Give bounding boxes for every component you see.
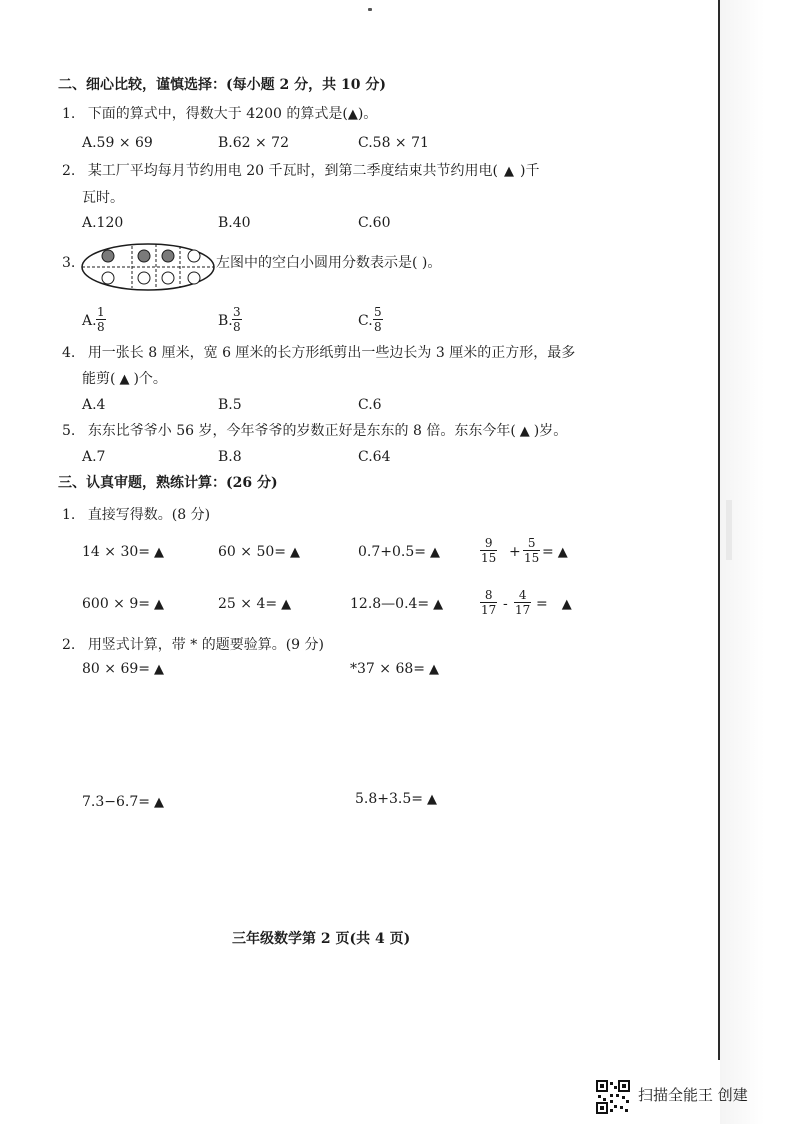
answer-blank[interactable]: ▲ [557,545,568,560]
scan-smudge [726,500,732,560]
answer-blank[interactable]: ▲ [561,597,572,612]
q1-text: 下面的算式中，得数大于 4200 的算式是( [87,106,348,122]
calc-25x4 [218,597,291,611]
q2-text: 某工厂平均每月节约用电 20 千瓦时，到第二季度结束共节约用电( [87,163,498,179]
q3-option-c [358,314,373,328]
frac-num: 3 [233,305,241,319]
calc-expr: 600 × 9= [82,596,150,612]
frac-4-17 [514,589,531,616]
empty-circle [138,272,150,284]
s3-q2-number: 2. [62,637,76,653]
scan-mark [368,8,372,11]
s3-q1-number: 1. [62,507,76,523]
q3-option-b [218,314,233,328]
q2-line [62,164,539,178]
frac-num: 9 [484,536,493,550]
plus-sign: + [509,544,521,560]
q1-number: 1. [62,106,76,122]
answer-blank[interactable]: ▲ [290,545,300,560]
frac-den: 15 [481,551,497,565]
answer-blank[interactable]: ▲ [433,597,444,612]
q4-line [62,346,575,360]
equals-sign: = [536,596,548,612]
q4-number: 4. [62,345,76,361]
frac-num: 4 [518,588,527,602]
page-footer: 三年级数学第 2 页(共 4 页) [232,931,411,947]
calc-expr: 7.3−6.7= [82,794,150,810]
q1-blank[interactable]: ▲ [347,107,358,122]
q5-blank[interactable]: ▲ [519,424,530,439]
calc-expr: 0.7+0.5= [358,544,426,560]
vcalc-5.8+3.5 [355,792,437,806]
minus-sign: - [503,596,508,612]
section2-heading: 二、细心比较，谨慎选择：(每小题 2 分，共 10 分) [58,77,386,93]
s3-q2-text: 用竖式计算，带 * 的题要验算。(9 分) [87,637,324,653]
q1-end: )。 [357,106,378,122]
q5-option-b: B.8 [218,449,242,465]
q5-end: )岁。 [533,423,568,439]
empty-circle [188,250,200,262]
q1-option-b: B.62 × 72 [218,135,289,151]
answer-blank[interactable]: ▲ [429,662,439,677]
q2-line2: 瓦时。 [82,190,124,206]
frac-num: 8 [484,588,493,602]
q3-option-a-prefix: A. [82,313,97,329]
frac-num: 5 [374,305,382,319]
vcalc-7.3-6.7 [82,795,164,809]
q3-text: 左图中的空白小圆用分数表示是( )。 [216,255,442,271]
q3-option-b-prefix: B. [218,313,233,329]
vcalc-80x69 [82,662,164,676]
s3-q1-text: 直接写得数。(8 分) [87,507,211,523]
q2-end: )千 [520,163,540,179]
q3-option-c-prefix: C. [358,313,373,329]
q3-option-b-fraction [232,306,242,333]
shaded-circle [162,250,174,262]
q1-line [62,107,377,121]
vcalc-37x68 [350,662,439,676]
calc-60x50 [218,545,300,559]
calc-expr: 12.8—0.4= [350,596,430,612]
section3-heading: 三、认真审题，熟练计算：(26 分) [58,475,278,491]
calc-expr: 25 × 4= [218,596,278,612]
frac-den: 8 [374,320,382,334]
empty-circle [188,272,200,284]
q5-number: 5. [62,423,76,439]
q1-option-c: C.58 × 71 [358,135,429,151]
q5-option-c: C.64 [358,449,391,465]
calc-12.8-0.4 [350,597,443,611]
q5-line [62,424,567,438]
q2-option-a: A.120 [82,215,124,231]
page-fold-line [718,0,720,1060]
q3-option-a-fraction [96,306,106,333]
shaded-circle [138,250,150,262]
q2-number: 2. [62,163,76,179]
q4-line2-post: )个。 [133,371,167,387]
s3-q2-line [62,638,324,652]
q3-circle-diagram [80,242,216,292]
q2-option-c: C.60 [358,215,391,231]
calc-expr: 60 × 50= [218,544,286,560]
frac-5-15 [523,537,540,564]
q3-number: 3. [62,255,76,271]
frac-den: 8 [97,320,105,334]
s3-q1-line [62,508,210,522]
q4-option-b: B.5 [218,397,242,413]
calc-expr: 80 × 69= [82,661,150,677]
empty-circle [162,272,174,284]
answer-blank[interactable]: ▲ [427,792,437,807]
qr-code-icon [596,1080,630,1114]
equals-sign: = [542,544,554,560]
calc-600x9 [82,597,164,611]
calc-0.7+0.5 [358,545,440,559]
q4-text: 用一张长 8 厘米，宽 6 厘米的长方形纸剪出一些边长为 3 厘米的正方形，最多 [87,345,576,361]
q4-option-a: A.4 [82,397,106,413]
answer-blank[interactable]: ▲ [154,545,164,560]
q4-line2-pre: 能剪( [82,371,116,387]
answer-blank[interactable]: ▲ [281,597,292,612]
calc-14x30 [82,545,164,559]
q1-option-a: A.59 × 69 [82,135,153,151]
calc-frac1-eq [542,545,568,559]
frac-num: 1 [97,305,105,319]
q5-option-a: A.7 [82,449,106,465]
calc-expr: *37 × 68= [350,661,425,677]
q4-option-c: C.6 [358,397,382,413]
scanner-watermark: 扫描全能王 创建 [638,1086,748,1104]
answer-blank[interactable]: ▲ [154,662,164,677]
q5-text: 东东比爷爷小 56 岁，今年爷爷的岁数正好是东东的 8 倍。东东今年( [87,423,516,439]
q3-option-c-fraction [373,306,383,333]
answer-blank[interactable]: ▲ [430,545,440,560]
frac-den: 17 [515,603,531,617]
shaded-circle [102,250,114,262]
frac-den: 17 [481,603,497,617]
q4-line2 [82,372,167,386]
q2-blank[interactable]: ▲ [504,164,514,179]
calc-frac2-eq [536,597,572,611]
empty-circle [102,272,114,284]
q2-option-b: B.40 [218,215,251,231]
frac-num: 5 [527,536,536,550]
frac-den: 8 [233,320,241,334]
q4-blank[interactable]: ▲ [119,372,130,387]
frac-8-17 [480,589,497,616]
calc-expr: 5.8+3.5= [355,791,423,807]
calc-expr: 14 × 30= [82,544,150,560]
answer-blank[interactable]: ▲ [154,597,164,612]
answer-blank[interactable]: ▲ [154,795,164,810]
page-fold-shade [720,0,794,1124]
frac-9-15 [480,537,497,564]
q3-option-a [82,314,97,328]
frac-den: 15 [524,551,540,565]
